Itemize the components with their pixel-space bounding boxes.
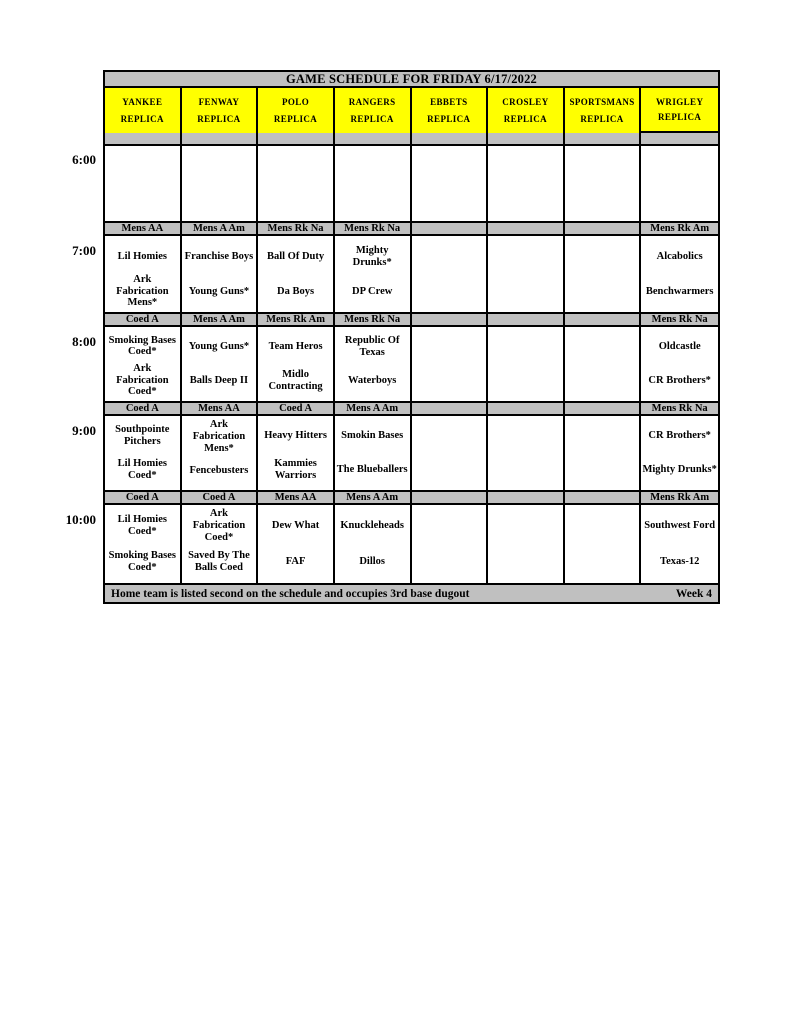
away-team: Mighty Drunks* — [352, 244, 392, 268]
home-team: DP Crew — [352, 285, 393, 297]
division-label — [258, 133, 335, 144]
away-team: Smoking Bases Coed* — [108, 334, 177, 358]
division-label: Coed A — [105, 492, 182, 503]
game-cell — [335, 146, 412, 221]
home-team — [566, 364, 639, 398]
division-label: Coed A — [105, 314, 182, 325]
home-team: Young Guns* — [188, 285, 250, 297]
away-team — [566, 330, 639, 364]
games-row-7 — [105, 236, 718, 314]
division-label: Mens Rk Na — [335, 314, 412, 325]
division-label: Mens AA — [258, 492, 335, 503]
game-cell — [412, 327, 489, 401]
field-type: REPLICA — [120, 113, 164, 124]
field-header-sportsmans — [565, 88, 642, 133]
field-header-rangers — [335, 88, 412, 133]
division-label — [565, 492, 642, 503]
game-cell — [565, 327, 642, 401]
away-team — [413, 419, 486, 453]
home-team: Texas-12 — [660, 556, 700, 568]
time-label-7: 7:00 — [72, 243, 96, 258]
game-cell — [488, 146, 565, 221]
division-label: Mens Rk Am — [650, 492, 710, 503]
away-team: Team Heros — [268, 341, 323, 353]
games-row-6 — [105, 146, 718, 223]
home-team — [489, 364, 562, 398]
away-team — [413, 239, 486, 274]
field-type: REPLICA — [350, 113, 394, 124]
game-cell — [258, 505, 335, 583]
division-label — [105, 133, 182, 144]
home-team — [489, 184, 562, 219]
division-label: Mens Rk Am — [650, 223, 710, 234]
away-team: Oldcastle — [658, 341, 701, 353]
away-team — [413, 508, 486, 544]
field-name: YANKEE — [122, 97, 163, 108]
field-name: POLO — [282, 97, 310, 108]
home-team — [489, 544, 562, 580]
field-header-yankee — [105, 88, 182, 133]
away-team — [642, 149, 717, 184]
division-label: Mens Rk Na — [651, 314, 708, 325]
games-row-10 — [105, 505, 718, 585]
home-team: FAF — [285, 556, 306, 568]
away-team: Dew What — [271, 520, 320, 532]
away-team: Southwest Ford — [644, 520, 716, 532]
home-team: Balls Deep II — [189, 375, 249, 387]
game-cell — [105, 146, 182, 221]
away-team — [489, 508, 562, 544]
away-team — [489, 330, 562, 364]
home-team — [566, 544, 639, 580]
away-team — [566, 149, 639, 184]
home-team: The Blueballers — [336, 464, 408, 476]
home-team: Waterboys — [347, 375, 397, 387]
time-label-9: 9:00 — [72, 423, 96, 438]
game-cell — [105, 416, 182, 490]
division-label — [488, 314, 565, 325]
field-name: FENWAY — [198, 97, 240, 108]
division-label — [488, 223, 565, 234]
field-name: CROSLEY — [502, 97, 549, 108]
division-label: Mens A Am — [335, 403, 412, 414]
away-team — [489, 239, 562, 274]
division-label: Mens AA — [182, 403, 259, 414]
game-cell — [641, 146, 718, 221]
game-cell — [412, 146, 489, 221]
division-label — [488, 492, 565, 503]
away-team — [413, 330, 486, 364]
game-cell — [565, 416, 642, 490]
division-label — [335, 133, 412, 144]
game-cell — [412, 236, 489, 312]
division-label: Mens Rk Am — [258, 314, 335, 325]
game-cell — [335, 327, 412, 401]
field-header-polo — [258, 88, 335, 133]
home-team — [336, 184, 409, 219]
division-label — [412, 403, 489, 414]
game-cell — [335, 505, 412, 583]
home-team — [566, 274, 639, 309]
division-label — [412, 223, 489, 234]
field-header-row — [105, 88, 718, 133]
division-row-9 — [105, 403, 718, 416]
game-cell — [258, 236, 335, 312]
division-row-6 — [105, 133, 718, 146]
game-cell — [565, 236, 642, 312]
home-team — [413, 544, 486, 580]
game-cell — [565, 505, 642, 583]
game-cell — [641, 327, 718, 401]
home-team — [489, 453, 562, 487]
away-team — [336, 149, 409, 184]
home-team — [413, 453, 486, 487]
away-team: Smokin Bases — [341, 430, 404, 442]
games-row-9 — [105, 416, 718, 492]
home-team: Saved By The Balls Coed — [188, 550, 250, 573]
division-label: Coed A — [182, 492, 259, 503]
game-cell — [641, 505, 718, 583]
home-team: Fencebusters — [189, 464, 249, 476]
game-cell — [412, 505, 489, 583]
away-team: Ark Fabrication Mens* — [192, 419, 246, 454]
home-team: Mighty Drunks* — [642, 464, 717, 476]
home-team: Ark Fabrication Mens* — [116, 273, 169, 309]
field-header-wrigley — [641, 88, 718, 133]
week-label: Week 4 — [675, 587, 712, 600]
away-team: Lil Homies — [117, 250, 167, 262]
division-label: Mens Rk Na — [335, 223, 412, 234]
division-label — [565, 314, 642, 325]
field-name: EBBETS — [430, 97, 468, 108]
home-team: Dillos — [359, 556, 386, 568]
away-team: Young Guns* — [188, 341, 250, 353]
away-team: Heavy Hitters — [264, 430, 327, 442]
away-team — [489, 149, 562, 184]
schedule-title: GAME SCHEDULE FOR FRIDAY 6/17/2022 — [105, 72, 718, 88]
division-label: Mens AA — [105, 223, 182, 234]
time-label-8: 8:00 — [72, 334, 96, 349]
game-cell — [565, 146, 642, 221]
away-team: Ball Of Duty — [266, 250, 325, 262]
home-team: Lil Homies Coed* — [117, 458, 167, 481]
game-cell — [258, 416, 335, 490]
division-row-8 — [105, 314, 718, 327]
field-type: REPLICA — [658, 112, 702, 123]
away-team: Alcabolics — [656, 250, 703, 262]
game-cell — [488, 327, 565, 401]
game-cell — [488, 416, 565, 490]
division-row-7 — [105, 223, 718, 236]
home-team: Kammies Warriors — [274, 458, 317, 481]
division-label: Mens Rk Na — [258, 223, 335, 234]
division-label — [412, 133, 489, 144]
game-cell — [182, 416, 259, 490]
division-label: Coed A — [105, 403, 182, 414]
home-team — [413, 184, 486, 219]
field-header-ebbets — [412, 88, 489, 133]
away-team — [566, 239, 639, 274]
home-team — [183, 184, 256, 219]
home-team — [413, 364, 486, 398]
field-type: REPLICA — [427, 113, 471, 124]
home-team — [413, 274, 486, 309]
home-team: CR Brothers* — [648, 375, 711, 387]
division-label: Mens A Am — [335, 492, 412, 503]
game-cell — [105, 327, 182, 401]
field-name: SPORTSMANS — [569, 97, 635, 108]
field-header-fenway — [182, 88, 259, 133]
field-type: REPLICA — [503, 113, 548, 124]
division-label: Coed A — [258, 403, 335, 414]
division-label — [412, 314, 489, 325]
game-cell — [105, 505, 182, 583]
home-team — [642, 184, 717, 219]
division-label: Mens A Am — [182, 223, 259, 234]
game-cell — [258, 327, 335, 401]
home-team: Benchwarmers — [645, 285, 714, 297]
division-label — [412, 492, 489, 503]
game-cell — [105, 236, 182, 312]
game-cell — [182, 236, 259, 312]
away-team — [259, 149, 332, 184]
away-team: Franchise Boys — [184, 250, 254, 262]
division-row-10 — [105, 492, 718, 505]
footer-bar — [105, 585, 718, 602]
home-team: Smoking Bases Coed* — [108, 550, 177, 573]
division-label — [488, 403, 565, 414]
game-cell — [335, 236, 412, 312]
away-team — [566, 419, 639, 453]
division-label — [565, 223, 642, 234]
field-type: REPLICA — [273, 113, 318, 124]
game-cell — [258, 146, 335, 221]
away-team — [413, 149, 486, 184]
time-label-10: 10:00 — [65, 512, 96, 527]
home-team — [259, 184, 332, 219]
away-team — [183, 149, 256, 184]
division-label — [182, 133, 259, 144]
division-label: Mens Rk Na — [651, 403, 708, 414]
home-team: Da Boys — [277, 285, 315, 297]
game-cell — [488, 505, 565, 583]
field-type: REPLICA — [580, 113, 624, 124]
away-team — [106, 149, 179, 184]
away-team: Republic Of Texas — [344, 335, 400, 358]
division-label — [565, 133, 642, 144]
field-header-crosley — [488, 88, 565, 133]
game-cell — [488, 236, 565, 312]
schedule-table — [103, 70, 720, 604]
division-label — [565, 403, 642, 414]
away-team: CR Brothers* — [648, 430, 711, 442]
division-label: Mens A Am — [182, 314, 259, 325]
games-row-8 — [105, 327, 718, 403]
home-team — [489, 274, 562, 309]
time-label-6: 6:00 — [72, 152, 96, 167]
division-label — [488, 133, 565, 144]
away-team: Southpointe Pitchers — [115, 424, 170, 447]
home-team — [106, 184, 179, 219]
game-cell — [182, 327, 259, 401]
game-cell — [182, 146, 259, 221]
away-team: Knuckleheads — [340, 520, 404, 532]
away-team: Ark Fabrication Coed* — [192, 508, 246, 543]
away-team — [566, 508, 639, 544]
home-team — [566, 453, 639, 487]
game-cell — [182, 505, 259, 583]
home-team: Midlo Contracting — [268, 369, 323, 392]
game-cell — [335, 416, 412, 490]
field-type: REPLICA — [197, 113, 241, 124]
home-team: Ark Fabrication Coed* — [116, 362, 169, 398]
game-cell — [641, 236, 718, 312]
footer-note: Home team is listed second on the schedule and occupies 3rd base dugout — [111, 587, 470, 600]
away-team: Lil Homies Coed* — [117, 514, 167, 537]
home-team — [566, 184, 639, 219]
away-team — [489, 419, 562, 453]
division-label — [641, 133, 718, 144]
field-name: WRIGLEY — [656, 96, 704, 107]
field-name: RANGERS — [348, 97, 396, 108]
game-cell — [412, 416, 489, 490]
game-cell — [641, 416, 718, 490]
